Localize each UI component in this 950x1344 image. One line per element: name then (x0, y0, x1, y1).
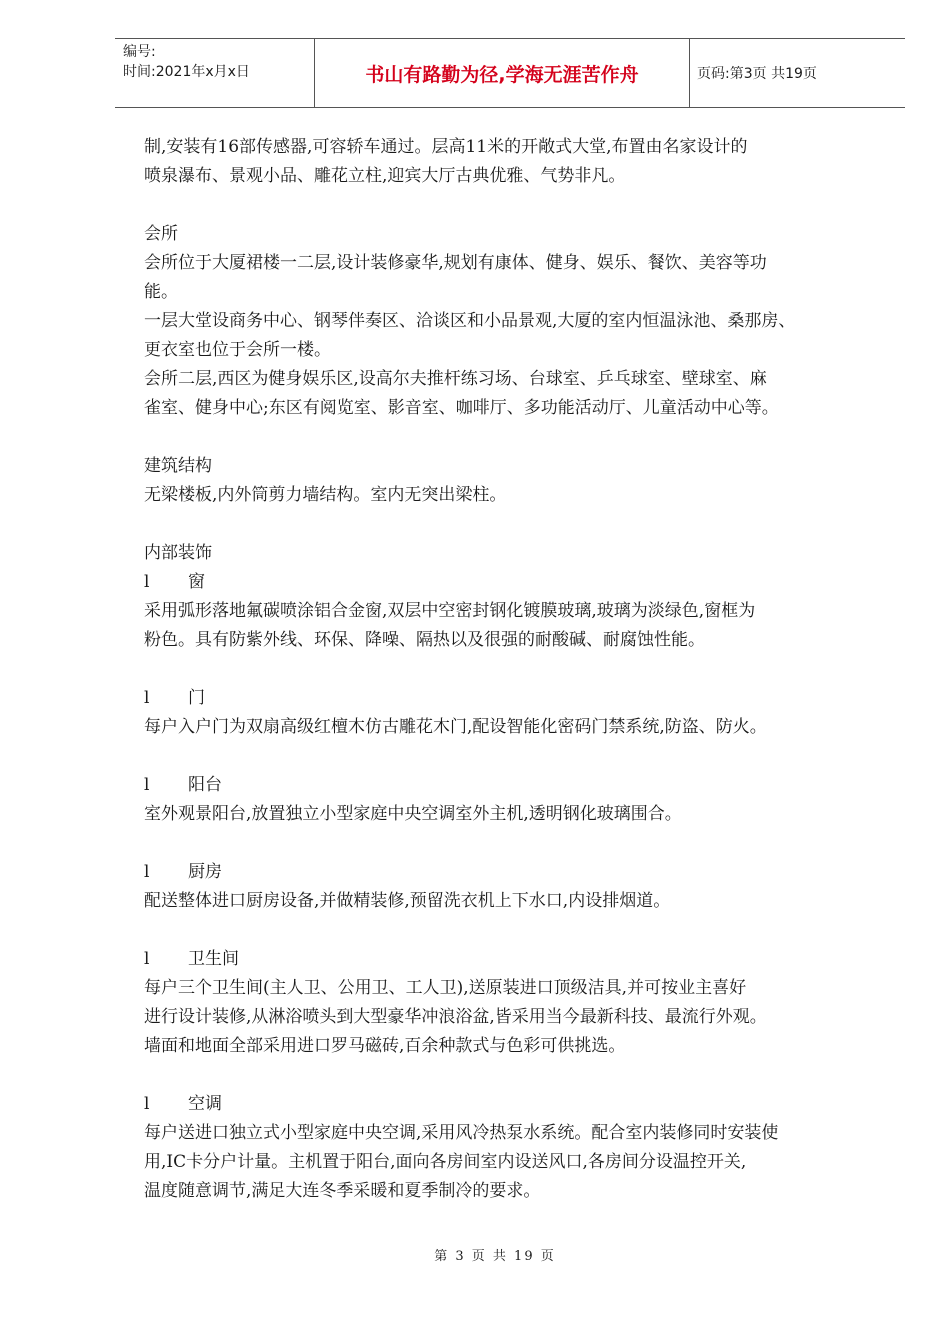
bullet-title: 空调 (188, 1094, 222, 1114)
bullet-title: 卫生间 (188, 949, 239, 969)
paragraph-line: 会所二层,西区为健身娱乐区,设高尔夫推杆练习场、台球室、乒乓球室、壁球室、麻 (144, 369, 767, 389)
section-title-club: 会所 (144, 224, 178, 244)
paragraph-line: 用,IC卡分户计量。主机置于阳台,面向各房间室内设送风口,各房间分设温控开关, (144, 1152, 747, 1172)
paragraph-line: 无梁楼板,内外筒剪力墙结构。室内无突出梁柱。 (144, 485, 507, 505)
bullet-heading (144, 858, 879, 887)
time-line: 时间:2021年x月x日 (123, 64, 250, 80)
paragraph-line: 配送整体进口厨房设备,并做精装修,预留洗衣机上下水口,内设排烟道。 (144, 891, 671, 911)
paragraph-line: 一层大堂设商务中心、钢琴伴奏区、洽谈区和小品景观,大厦的室内恒温泳池、桑那房、 (144, 311, 796, 331)
paragraph-line: 更衣室也位于会所一楼。 (144, 340, 331, 360)
bullet-heading (144, 945, 879, 974)
header-meta (115, 39, 315, 107)
section-title-decor: 内部装饰 (144, 543, 212, 563)
paragraph-line: 温度随意调节,满足大连冬季采暖和夏季制冷的要求。 (144, 1181, 541, 1201)
intro-line: 制,安装有16部传感器,可容轿车通过。层高11米的开敞式大堂,布置由名家设计的 (144, 137, 748, 157)
paragraph-line: 粉色。具有防紫外线、环保、降噪、隔热以及很强的耐酸碱、耐腐蚀性能。 (144, 630, 705, 650)
bullet-title: 阳台 (188, 775, 222, 795)
bullet-title: 厨房 (188, 862, 222, 882)
paragraph-line: 每户三个卫生间(主人卫、公用卫、工人卫),送原装进口顶级洁具,并可按业主喜好 (144, 978, 747, 998)
paragraph-line: 进行设计装修,从淋浴喷头到大型豪华冲浪浴盆,皆采用当今最新科技、最流行外观。 (144, 1007, 767, 1027)
bullet-heading (144, 1090, 879, 1119)
bullet-mark: l (144, 572, 150, 592)
bullet-heading (144, 568, 879, 597)
section-title-structure: 建筑结构 (144, 456, 212, 476)
bullet-mark: l (144, 688, 150, 708)
intro-line: 喷泉瀑布、景观小品、雕花立柱,迎宾大厅古典优雅、气势非凡。 (144, 166, 626, 186)
paragraph-line: 雀室、健身中心;东区有阅览室、影音室、咖啡厅、多功能活动厅、儿童活动中心等。 (144, 398, 779, 418)
bullet-title: 窗 (188, 572, 205, 592)
page-header (115, 38, 905, 108)
serial-label: 编号: (123, 44, 156, 60)
paragraph-line: 室外观景阳台,放置独立小型家庭中央空调室外主机,透明钢化玻璃围合。 (144, 804, 682, 824)
paragraph-line: 采用弧形落地氟碳喷涂铝合金窗,双层中空密封钢化镀膜玻璃,玻璃为淡绿色,窗框为 (144, 601, 756, 621)
bullet-title: 门 (188, 688, 205, 708)
paragraph-line: 墙面和地面全部采用进口罗马磁砖,百余种款式与色彩可供挑选。 (144, 1036, 626, 1056)
paragraph-line: 会所位于大厦裙楼一二层,设计装修豪华,规划有康体、健身、娱乐、餐饮、美容等功 (144, 253, 767, 273)
paragraph-line: 每户入户门为双扇高级红檀木仿古雕花木门,配设智能化密码门禁系统,防盗、防火。 (144, 717, 767, 737)
bullet-heading (144, 684, 879, 713)
paragraph-line: 能。 (144, 282, 178, 302)
page-footer: 第 3 页 共 19 页 (434, 1249, 556, 1264)
bullet-heading (144, 771, 879, 800)
header-page-info: 页码:第3页 共19页 (697, 66, 817, 82)
bullet-mark: l (144, 949, 150, 969)
bullet-mark: l (144, 862, 150, 882)
paragraph-line: 每户送进口独立式小型家庭中央空调,采用风冷热泵水系统。配合室内装修同时安装使 (144, 1123, 779, 1143)
bullet-mark: l (144, 775, 150, 795)
document-body (144, 133, 879, 1206)
header-motto: 书山有路勤为径,学海无涯苦作舟 (315, 39, 690, 107)
bullet-mark: l (144, 1094, 150, 1114)
